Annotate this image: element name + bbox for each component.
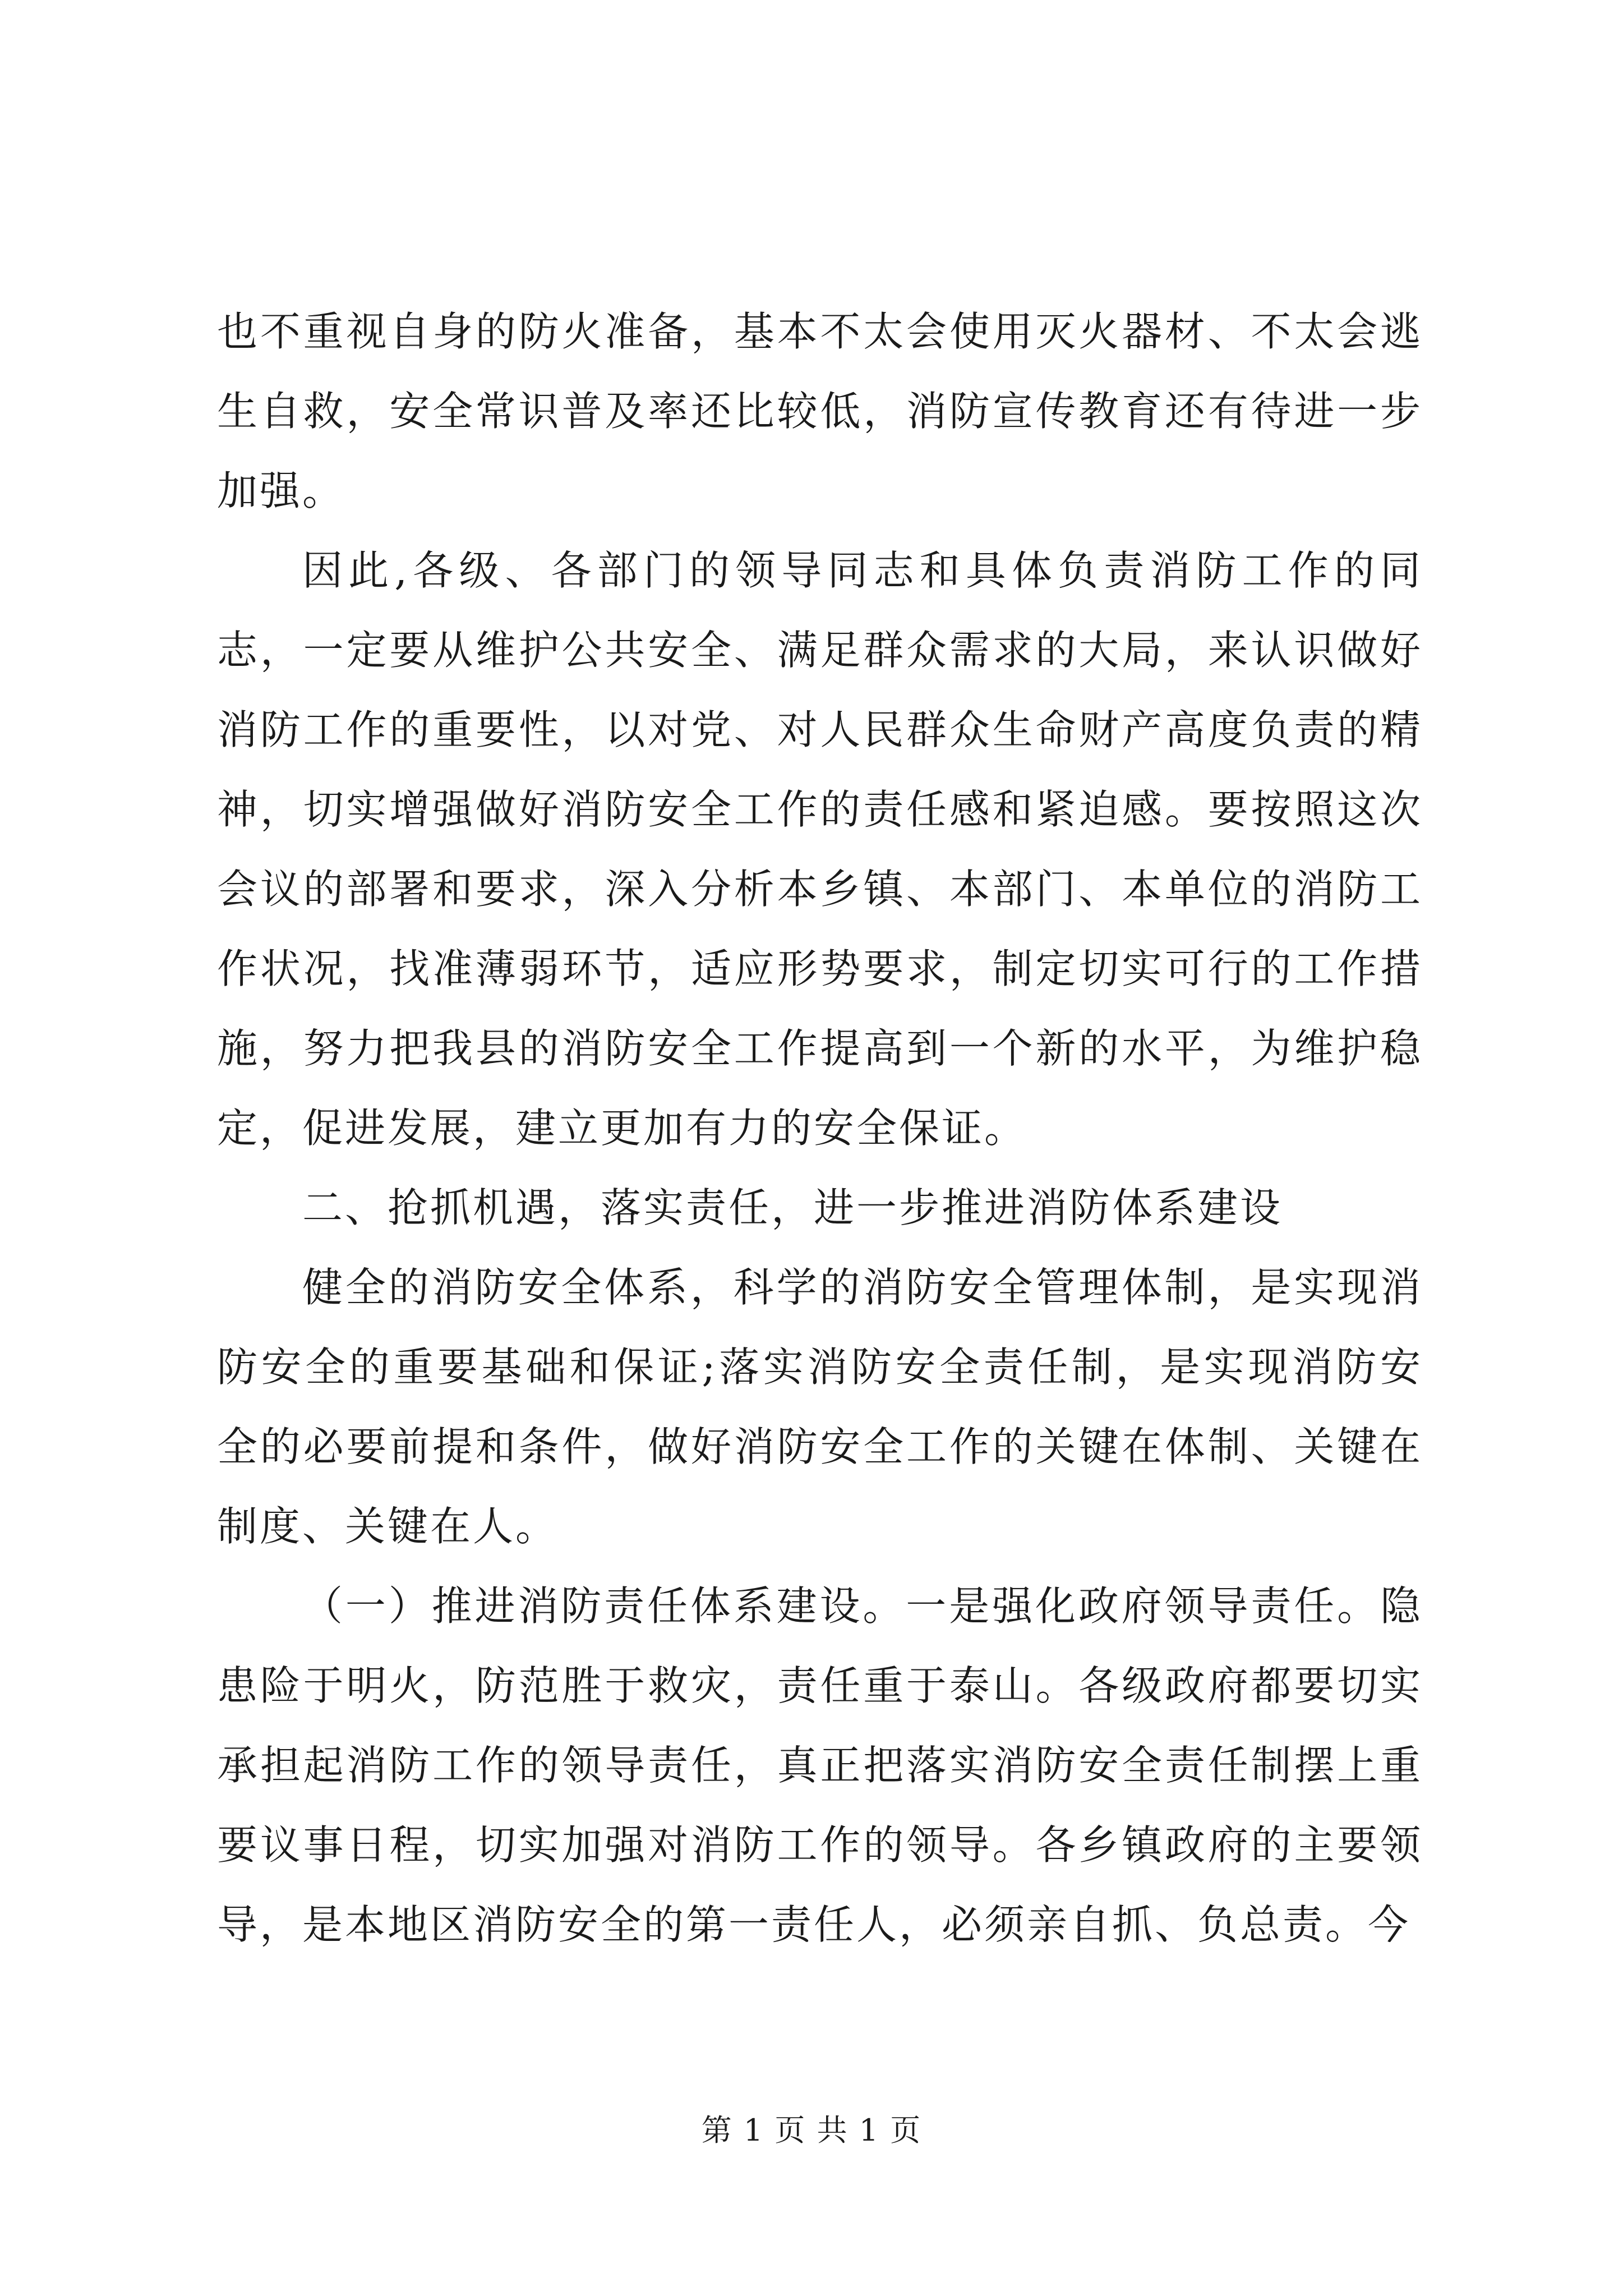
document-body [217,292,1423,1964]
paragraph-body: 因此,各级、各部门的领导同志和具体负责消防工作的同志，一定要从维护公共安全、满足群众需求的大局，来认识做好消防工作的重要性，以对党、对人民群众生命财产高度负责的精神，切实增强做好消防安全工作的责任感和紧迫感。要按照这次会议的部署和要求，深入分析本乡镇、本部门、本单位的消防工作状况，找准薄弱环节，适应形势要求，制定切实可行的工作措施，努力把我县的消防安全工作提高到一个新的水平，为维护稳定，促进发展，建立更加有力的安全保证。 [217,547,1423,1152]
paragraph-continuation: 也不重视自身的防火准备，基本不太会使用灭火器材、不太会逃生自救，安全常识普及率还比较低，消防宣传教育还有待进一步加强。 [217,308,1423,514]
paragraph-body: 健全的消防安全体系，科学的消防安全管理体制，是实现消防安全的重要基础和保证;落实消防安全责任制，是实现消防安全的必要前提和条件，做好消防安全工作的关键在体制、关键在制度、关键在人。 [217,1264,1423,1550]
section-heading: 二、抢抓机遇，落实责任，进一步推进消防体系建设 [302,1184,1283,1231]
page-footer: 第 1 页 共 1 页 [701,2113,922,2148]
paragraph-body: （一）推进消防责任体系建设。一是强化政府领导责任。隐患险于明火，防范胜于救灾，责任重于泰山。各级政府都要切实承担起消防工作的领导责任，真正把落实消防安全责任制摆上重要议事日程，切实加强对消防工作的领导。各乡镇政府的主要领导，是本地区消防安全的第一责任人，必须亲自抓、负总责。今 [217,1582,1423,1948]
